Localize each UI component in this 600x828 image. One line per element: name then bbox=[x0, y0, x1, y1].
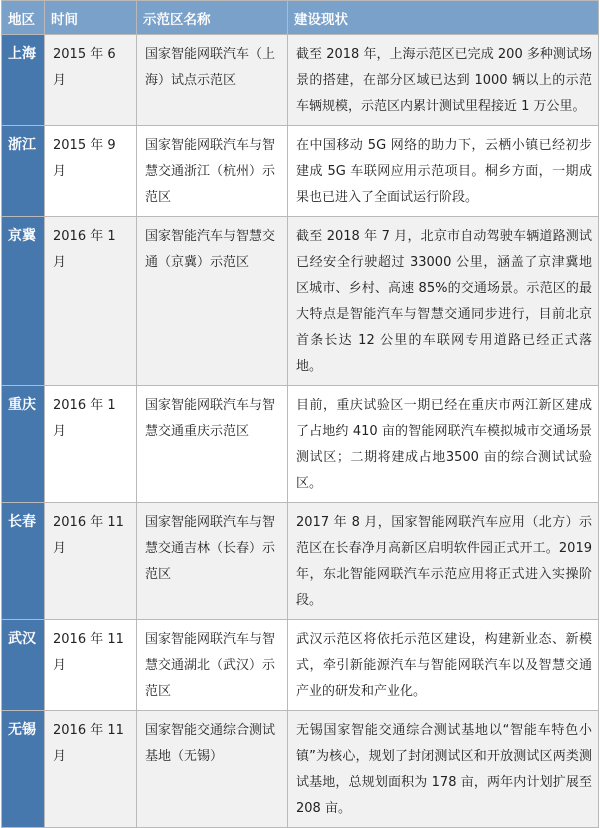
time-cell: 2016 年 1 月 bbox=[45, 217, 137, 386]
zone-name-cell: 国家智能网联汽车与智慧交通湖北（武汉）示范区 bbox=[137, 620, 288, 711]
zone-name-cell: 国家智能网联汽车与智慧交通重庆示范区 bbox=[137, 386, 288, 503]
table-row bbox=[2, 711, 599, 828]
time-cell: 2015 年 9 月 bbox=[45, 126, 137, 217]
status-cell: 截至 2018 年，上海示范区已完成 200 多种测试场景的搭建，在部分区域已达到 1000 辆以上的示范车辆规模，示范区内累计测试里程接近 1 万公里。 bbox=[288, 35, 599, 126]
status-cell: 武汉示范区将依托示范区建设，构建新业态、新模式，牵引新能源汽车与智能网联汽车以及智慧交通产业的研发和产业化。 bbox=[288, 620, 599, 711]
region-cell: 无锡 bbox=[2, 711, 45, 828]
table-row bbox=[2, 620, 599, 711]
zone-name-cell: 国家智能汽车与智慧交通（京冀）示范区 bbox=[137, 217, 288, 386]
header-time: 时间 bbox=[45, 1, 137, 35]
table-row bbox=[2, 503, 599, 620]
header-row bbox=[2, 1, 599, 35]
demonstration-zone-table bbox=[1, 0, 599, 828]
table-row bbox=[2, 217, 599, 386]
table-row bbox=[2, 35, 599, 126]
status-cell: 2017 年 8 月，国家智能网联汽车应用（北方）示范区在长春净月高新区启明软件园正式开工。2019年，东北智能网联汽车示范应用将正式进入实操阶段。 bbox=[288, 503, 599, 620]
header-status: 建设现状 bbox=[288, 1, 599, 35]
time-cell: 2016 年 11 月 bbox=[45, 620, 137, 711]
header-zone-name: 示范区名称 bbox=[137, 1, 288, 35]
region-cell: 上海 bbox=[2, 35, 45, 126]
time-cell: 2016 年 1 月 bbox=[45, 386, 137, 503]
status-cell: 无锡国家智能交通综合测试基地以“智能车特色小镇”为核心，规划了封闭测试区和开放测试区两类测试基地，总规划面积为 178 亩，两年内计划扩展至 208 亩。 bbox=[288, 711, 599, 828]
time-cell: 2015 年 6 月 bbox=[45, 35, 137, 126]
table-row bbox=[2, 386, 599, 503]
region-cell: 武汉 bbox=[2, 620, 45, 711]
region-cell: 浙江 bbox=[2, 126, 45, 217]
region-cell: 京冀 bbox=[2, 217, 45, 386]
status-cell: 截至 2018 年 7 月，北京市自动驾驶车辆道路测试已经安全行驶超过 33000 公里，涵盖了京津冀地区城市、乡村、高速 85%的交通场景。示范区的最大特点是智能汽车与智慧交通同步进行，目前北京首条长达 12 公里的车联网专用道路已经正式落地。 bbox=[288, 217, 599, 386]
header-region: 地区 bbox=[2, 1, 45, 35]
region-cell: 重庆 bbox=[2, 386, 45, 503]
zone-name-cell: 国家智能交通综合测试基地（无锡） bbox=[137, 711, 288, 828]
zone-name-cell: 国家智能网联汽车与智慧交通吉林（长春）示范区 bbox=[137, 503, 288, 620]
status-cell: 在中国移动 5G 网络的助力下，云栖小镇已经初步建成 5G 车联网应用示范项目。桐乡方面，一期成果也已进入了全面试运行阶段。 bbox=[288, 126, 599, 217]
zone-name-cell: 国家智能网联汽车与智慧交通浙江（杭州）示范区 bbox=[137, 126, 288, 217]
time-cell: 2016 年 11 月 bbox=[45, 711, 137, 828]
region-cell: 长春 bbox=[2, 503, 45, 620]
table-row bbox=[2, 126, 599, 217]
zone-name-cell: 国家智能网联汽车（上海）试点示范区 bbox=[137, 35, 288, 126]
time-cell: 2016 年 11 月 bbox=[45, 503, 137, 620]
status-cell: 目前，重庆试验区一期已经在重庆市两江新区建成了占地约 410 亩的智能网联汽车模拟城市交通场景测试区；二期将建成占地3500 亩的综合测试试验区。 bbox=[288, 386, 599, 503]
